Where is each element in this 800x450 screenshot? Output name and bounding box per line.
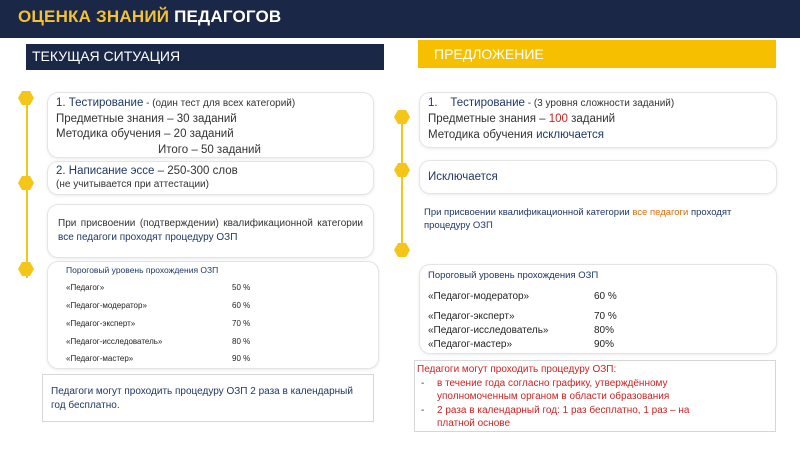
left-testing-heading: 1. Тестирование	[56, 97, 144, 109]
left-bottom-note	[42, 374, 374, 422]
left-subject-line: Предметные знания – 30 заданий	[56, 113, 237, 125]
right-threshold-card	[420, 265, 776, 353]
right-threshold-table: «Педагог-модератор» 60 % «Педагог-эксперт» 70 % «Педагог-исследователь» 80% «Педагог-мастер» 90%	[428, 291, 617, 350]
hexagon-marker-icon	[394, 110, 410, 124]
hexagon-marker-icon	[394, 243, 410, 257]
page-title-part2: ПЕДАГОГОВ	[174, 7, 282, 26]
left-testing-heading-line	[56, 95, 295, 112]
right-method-line: Методика обучения исключается	[428, 129, 605, 141]
hexagon-marker-icon	[394, 163, 410, 177]
left-threshold-table: «Педагог» 50 % «Педагог-модератор» 60 % «Педагог-эксперт» 70 % «Педагог-исследователь» 80 % «Педагог-мастер» 90 %	[66, 283, 251, 363]
hexagon-marker-icon	[18, 176, 34, 190]
page-title-part1: ОЦЕНКА ЗНАНИЙ	[18, 7, 170, 26]
right-ozp-text: При присвоении квалификационной категории все педагоги проходят процедуру ОЗП	[424, 207, 732, 231]
left-method-line: Методика обучения – 20 заданий	[56, 128, 234, 140]
left-essay-note: (не учитывается при аттестации)	[56, 179, 209, 190]
right-bottom-note-intro: Педагоги могут проходить процедуру ОЗП:	[417, 364, 617, 375]
left-essay-line: 2. Написание эссе – 250-300 слов	[56, 165, 238, 177]
page-title	[18, 7, 281, 27]
proposal-header: ПРЕДЛОЖЕНИЕ	[418, 40, 776, 68]
current-situation-header: ТЕКУЩАЯ СИТУАЦИЯ	[26, 44, 384, 70]
right-bottom-note-list	[417, 377, 717, 430]
right-threshold-title: Пороговый уровень прохождения ОЗП	[428, 270, 599, 281]
top-header-bar	[0, 0, 800, 38]
right-testing-card	[420, 93, 776, 147]
left-essay-card	[48, 162, 373, 194]
left-total-line: Итого – 50 заданий	[158, 144, 261, 156]
left-bottom-note-text: Педагоги могут проходить процедуру ОЗП 2 раза в календарный год бесплатно.	[51, 386, 353, 411]
right-essay-card	[420, 161, 776, 193]
left-threshold-title: Пороговый уровень прохождения ОЗП	[66, 265, 219, 275]
right-timeline-line	[401, 117, 403, 249]
left-testing-note: - (один тест для всех категорий)	[143, 98, 296, 109]
hexagon-marker-icon	[18, 91, 34, 105]
right-testing-heading-line: 1. Тестирование - (3 уровня сложности заданий)	[428, 97, 675, 109]
left-threshold-card	[48, 262, 378, 368]
right-bottom-note	[414, 360, 776, 432]
left-ozp-text: При присвоении (подтверждении) квалификационной категории все педагоги проходят процедуру ОЗП	[58, 218, 363, 243]
list-item: - в течение года согласно графику, утверждённому уполномоченным органом в области образования	[417, 377, 717, 403]
hexagon-marker-icon	[18, 262, 34, 276]
left-ozp-card	[48, 205, 373, 257]
right-essay-text: Исключается	[428, 171, 498, 183]
list-item: - 2 раза в календарный год: 1 раз бесплатно, 1 раз – на платной основе	[417, 404, 717, 430]
left-testing-card	[48, 93, 373, 157]
right-subject-line: Предметные знания – 100 заданий	[428, 113, 616, 125]
